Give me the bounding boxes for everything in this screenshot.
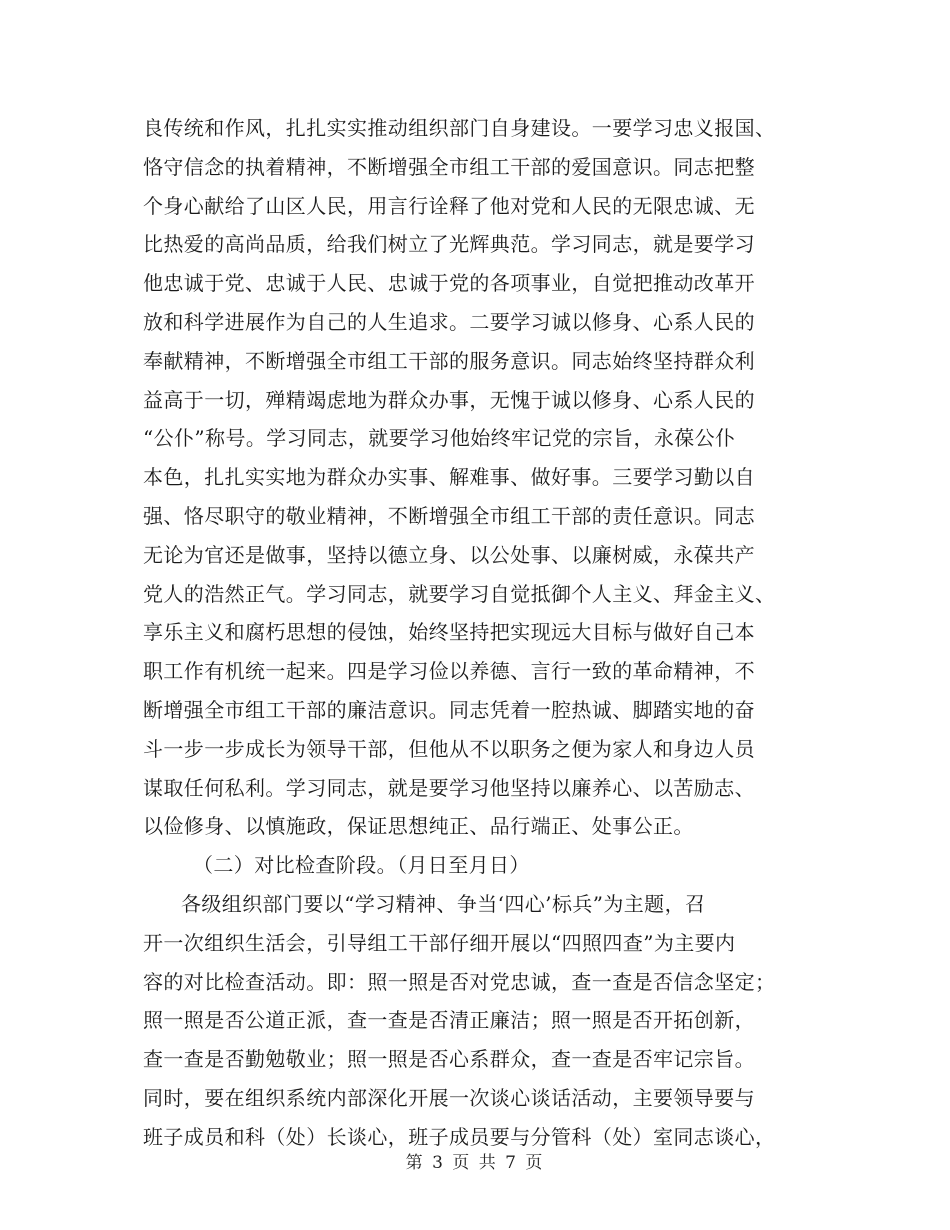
text-line: 同时，要在组织系统内部深化开展一次谈心谈话活动，主要领导要与 bbox=[143, 1085, 755, 1110]
text-line: 他忠诚于党、忠诚于人民、忠诚于党的各项事业，自觉把推动改革开 bbox=[143, 271, 755, 296]
page-number-footer: 第 3 页 共 7 页 bbox=[405, 1153, 545, 1173]
text-line: 各级组织部门要以“学习精神、争当‘四心’标兵”为主题，召 bbox=[181, 891, 706, 916]
text-line: 查一查是否勤勉敬业；照一照是否心系群众，查一查是否牢记宗旨。 bbox=[143, 1047, 755, 1072]
text-line: 无论为官还是做事，坚持以德立身、以公处事、以廉树威，永葆共产 bbox=[143, 542, 755, 567]
text-line: 比热爱的高尚品质，给我们树立了光辉典范。学习同志，就是要学习 bbox=[143, 232, 755, 257]
text-line: “公仆”称号。学习同志，就要学习他始终牢记党的宗旨，永葆公仆 bbox=[143, 426, 736, 451]
section-heading: （二）对比检查阶段。（月日至月日） bbox=[193, 853, 530, 878]
text-line: 断增强全市组工干部的廉洁意识。同志凭着一腔热诚、脚踏实地的奋 bbox=[143, 697, 755, 722]
text-line: 照一照是否公道正派，查一查是否清正廉洁；照一照是否开拓创新， bbox=[143, 1008, 755, 1033]
text-line: 开一次组织生活会，引导组工干部仔细开展以“四照四查”为主要内 bbox=[143, 930, 736, 955]
text-line: 以俭修身、以慎施政，保证思想纯正、品行端正、处事公正。 bbox=[143, 814, 694, 839]
text-line: 恪守信念的执着精神，不断增强全市组工干部的爱国意识。同志把整 bbox=[143, 154, 755, 179]
text-line: 享乐主义和腐朽思想的侵蚀，始终坚持把实现远大目标与做好自己本 bbox=[143, 620, 755, 645]
text-line: 个身心献给了山区人民，用言行诠释了他对党和人民的无限忠诚、无 bbox=[143, 193, 755, 218]
text-line: 本色，扎扎实实地为群众办实事、解难事、做好事。三要学习勤以自 bbox=[143, 465, 755, 490]
text-line: 容的对比检查活动。即：照一照是否对党忠诚，查一查是否信念坚定； bbox=[143, 969, 776, 994]
text-line: 放和科学进展作为自己的人生追求。二要学习诚以修身、心系人民的 bbox=[143, 309, 755, 334]
text-line: 班子成员和科（处）长谈心，班子成员要与分管科（处）室同志谈心， bbox=[143, 1124, 776, 1149]
text-line: 斗一步一步成长为领导干部，但他从不以职务之便为家人和身边人员 bbox=[143, 736, 755, 761]
text-line: 奉献精神，不断增强全市组工干部的服务意识。同志始终坚持群众利 bbox=[143, 348, 755, 373]
text-line: 良传统和作风，扎扎实实推动组织部门自身建设。一要学习忠义报国、 bbox=[143, 116, 776, 140]
text-line: 益高于一切，殚精竭虑地为群众办事，无愧于诚以修身、心系人民的 bbox=[143, 387, 755, 412]
text-line: 党人的浩然正气。学习同志，就要学习自觉抵御个人主义、拜金主义、 bbox=[143, 581, 776, 606]
text-line: 强、恪尽职守的敬业精神，不断增强全市组工干部的责任意识。同志 bbox=[143, 503, 755, 528]
text-line: 职工作有机统一起来。四是学习俭以养德、言行一致的革命精神，不 bbox=[143, 659, 755, 684]
text-line: 谋取任何私利。学习同志，就是要学习他坚持以廉养心、以苦励志、 bbox=[143, 775, 755, 800]
body-text bbox=[143, 109, 808, 1157]
